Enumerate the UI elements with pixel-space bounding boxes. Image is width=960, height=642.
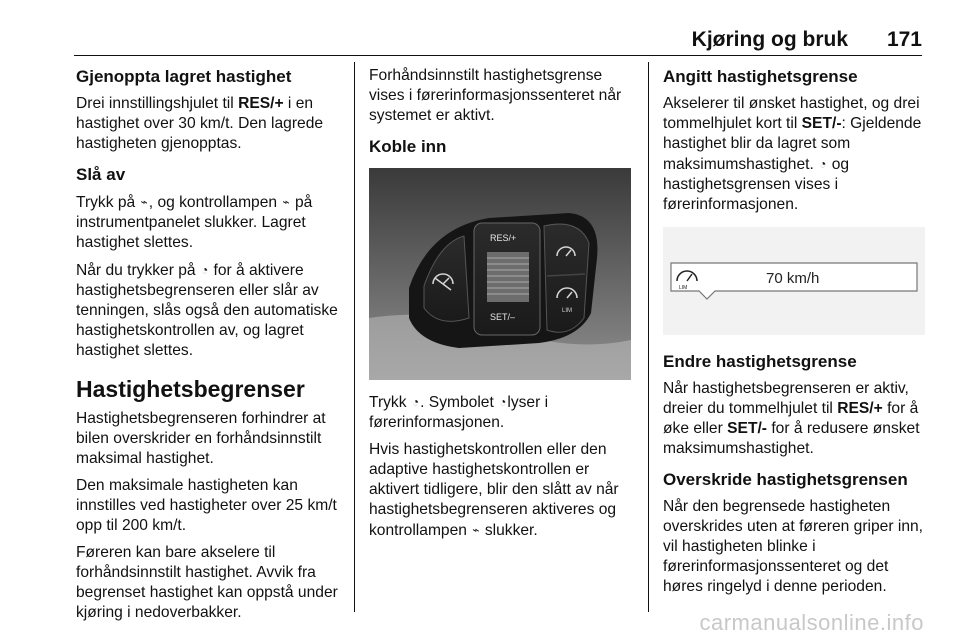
column-divider-1 bbox=[354, 62, 355, 612]
res-plus-label: RES/+ bbox=[490, 233, 517, 243]
display-speed-value: 70 km/h bbox=[766, 270, 820, 287]
page-header bbox=[0, 0, 960, 60]
cruise-control-icon: ⌁ bbox=[472, 523, 480, 537]
speed-limiter-icon: ◔ bbox=[411, 395, 420, 409]
steering-wheel-controls-photo bbox=[369, 168, 631, 380]
paragraph-exceed-limit: Når den begrensede hastigheten overskrides uten at føreren griper inn, vil hastigheten blinke i førerinformasjonssenteret og det høres ringelyd i denne perioden. bbox=[663, 498, 924, 595]
paragraph-resume: Drei innstillingshjulet til RES/+ i en hastighet over 30 km/t. Den lagrede hastigheten gjenopptas. bbox=[76, 95, 324, 152]
set-minus-label: SET/– bbox=[490, 312, 516, 322]
heading-change-limit: Endre hastighetsgrense bbox=[663, 352, 857, 371]
paragraph-off-2: Når du trykker på ◔ for å aktivere hastighetsbegrenseren eller slår av tenningen, slås også den automatiske hastighetskontrollen av, og lagret hastighet slettes. bbox=[76, 262, 338, 359]
header-divider bbox=[74, 55, 922, 56]
paragraph-preset-display: Forhåndsinnstilt hastighetsgrense vises i førerinformasjonssenteret når systemet er aktivt. bbox=[369, 67, 622, 124]
cruise-control-icon: ⌁ bbox=[282, 195, 290, 209]
cruise-control-icon: ⌁ bbox=[140, 195, 148, 209]
page-number: 171 bbox=[886, 28, 922, 51]
heading-resume: Gjenoppta lagret hastighet bbox=[76, 67, 292, 86]
driver-info-display bbox=[663, 227, 925, 335]
paragraph-set-limit: Akselerer til ønsket hastighet, og drei tommelhjulet kort til SET/-: Gjeldende hastighet blir da lagret som maksimumshastighet. ◔ og hastighetsgrensen vises i førerinformasjonen. bbox=[663, 95, 922, 213]
display-lim-label: LIM bbox=[679, 285, 688, 291]
column-2 bbox=[369, 66, 634, 548]
section-title: Kjøring og bruk bbox=[691, 28, 848, 51]
heading-set-limit: Angitt hastighetsgrense bbox=[663, 67, 858, 86]
paragraph-off-1: Trykk på ⌁, og kontrollampen ⌁ på instrumentpanelet slukker. Lagret hastighet slettes. bbox=[76, 194, 313, 251]
lim-label: LIM bbox=[562, 308, 573, 314]
speed-limiter-icon: ◔ bbox=[499, 395, 507, 409]
paragraph-limiter-1: Hastighetsbegrenseren forhindrer at bilen overskrider en forhåndsinnstilt maksimal hastighet. bbox=[76, 410, 326, 467]
paragraph-limiter-2: Den maksimale hastigheten kan innstilles ved hastigheter over 25 km/t opp til 200 km/t. bbox=[76, 477, 337, 534]
paragraph-change-limit: Når hastighetsbegrenseren er aktiv, dreier du tommelhjulet til RES/+ for å øke eller SET/- for å redusere ønsket maksimumshastighet. bbox=[663, 380, 920, 457]
heading-off: Slå av bbox=[76, 165, 126, 184]
paragraph-cruise-off: Hvis hastighetskontrollen eller den adaptive hastighetskontrollen er aktivert tidligere, blir den slått av når hastighetsbegrenseren aktiveres og kontrollampen ⌁ slukker. bbox=[369, 441, 619, 539]
column-1 bbox=[76, 66, 348, 630]
watermark: carmanualsonline.info bbox=[699, 610, 924, 635]
paragraph-limiter-3: Føreren kan bare akselere til forhåndsinnstilt hastighet. Avvik fra begrenset hastighet kan oppstå under kjøring i nedoverbakker. bbox=[76, 544, 338, 621]
heading-exceed-limit: Overskride hastighetsgrensen bbox=[663, 470, 908, 489]
paragraph-press: Trykk ◔. Symbolet ◔lyser i førerinformasjonen. bbox=[369, 394, 549, 431]
speed-limiter-icon: ◔ bbox=[200, 263, 209, 277]
heading-engage: Koble inn bbox=[369, 137, 447, 156]
column-3 bbox=[663, 66, 925, 604]
column-divider-2 bbox=[648, 62, 649, 612]
heading-limiter: Hastighetsbegrenser bbox=[76, 376, 305, 402]
speed-limiter-icon: ◔ bbox=[819, 157, 827, 171]
